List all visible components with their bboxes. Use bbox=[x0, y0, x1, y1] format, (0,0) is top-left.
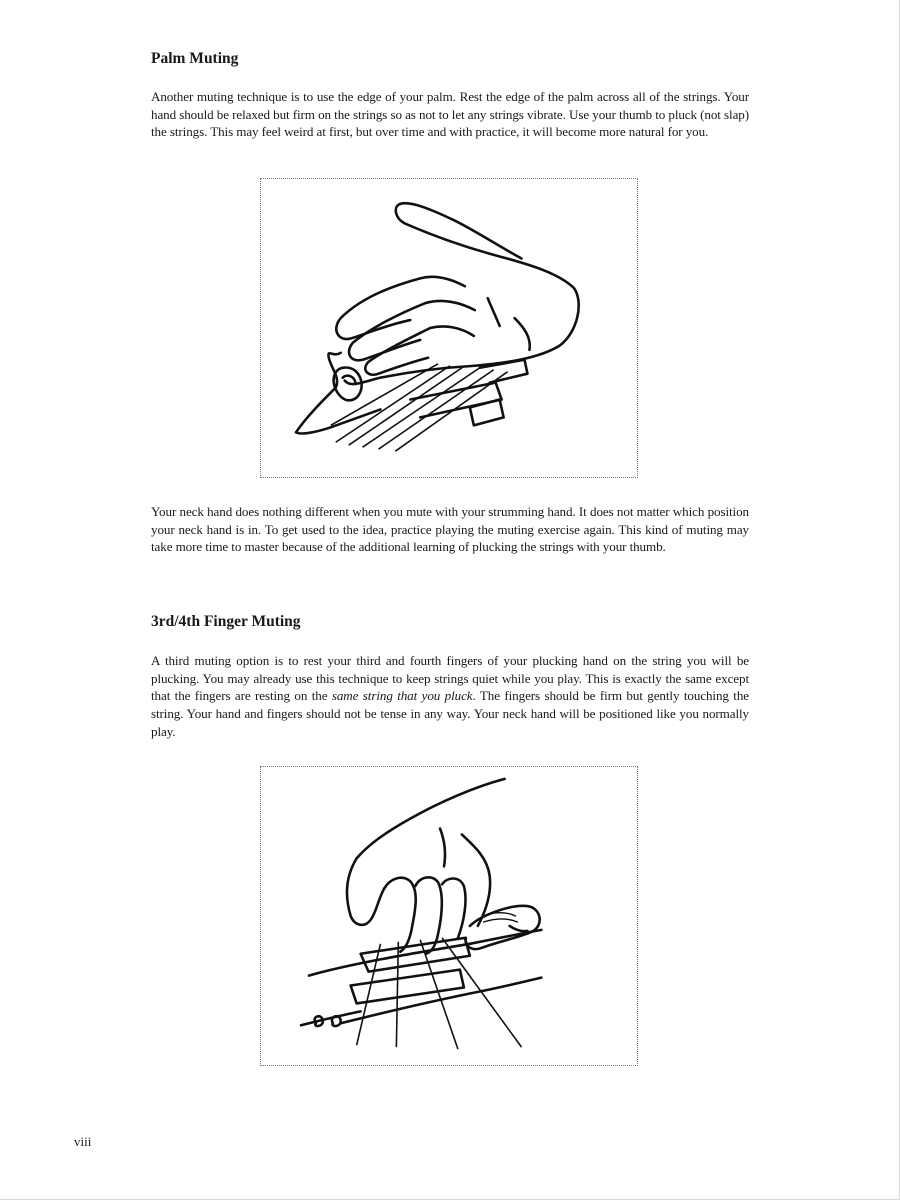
paragraph-text-start: A third muting option is to rest your third and fourth fingers of your plucking hand on the string you will be plucking. You may already use this technique to keep strings quiet while you play. This is exactly the same except that the fingers are resting on the bbox=[151, 653, 749, 704]
paragraph-palm-muting-intro: Another muting technique is to use the edge of your palm. Rest the edge of the palm across all of the strings. Your hand should be relaxed but firm on the strings so as not to let any strings vibrate. Use your thumb to pluck (not slap) the strings. This may feel weird at first, but over time and with practice, it will become more natural for you. bbox=[151, 89, 749, 140]
paragraph-neck-hand: Your neck hand does nothing different when you mute with your strumming hand. It does not matter which position your neck hand is in. To get used to the idea, practice playing the muting exercise again. This kind of muting may take more time to master because of the additional learning of plucking the strings with your thumb. bbox=[151, 504, 749, 555]
page-number: viii bbox=[74, 1134, 92, 1149]
figure-finger-muting bbox=[260, 766, 638, 1066]
finger-muting-hand-illustration-icon bbox=[261, 767, 637, 1065]
paragraph-text-end: . The fingers should be firm but gently touching the string. Your hand and fingers should not be tense in any way. Your neck hand will be positioned like you normally play. bbox=[151, 688, 749, 739]
palm-muting-hand-illustration-icon bbox=[261, 179, 637, 477]
paragraph-emphasis: same string that you pluck bbox=[331, 688, 473, 704]
figure-palm-muting bbox=[260, 178, 638, 478]
section-heading-palm-muting: Palm Muting bbox=[151, 50, 239, 67]
section-heading-finger-muting: 3rd/4th Finger Muting bbox=[151, 613, 301, 630]
paragraph-finger-muting bbox=[151, 652, 749, 741]
